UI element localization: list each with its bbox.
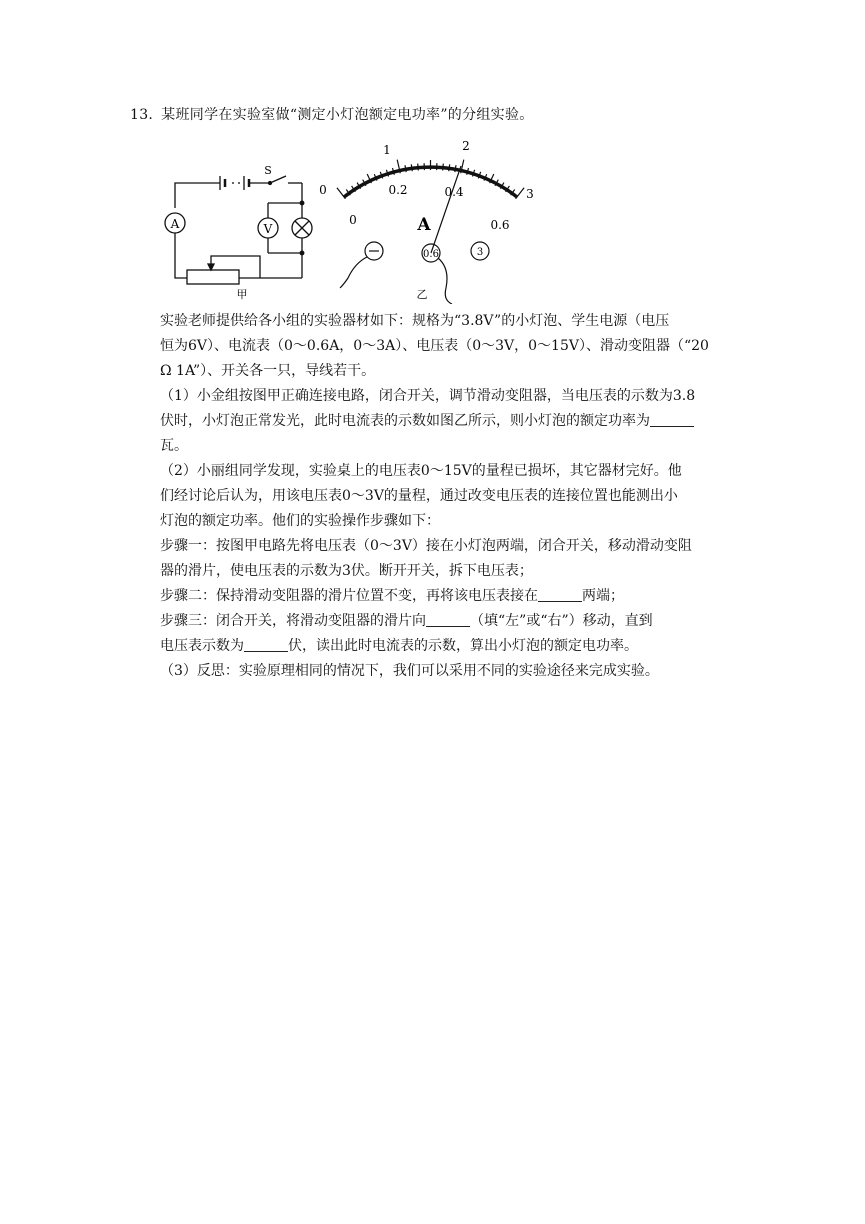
meter-dial-yi (337, 160, 524, 253)
body-line: 瓦。 (160, 438, 188, 454)
bottom-scale-0-6: 0.6 (490, 218, 510, 232)
body-text: 伏时，小灯泡正常发光，此时电流表的示数如图乙所示，则小灯泡的额定功率为 (160, 413, 650, 429)
question-number: 13. (130, 107, 154, 123)
rheostat-slider-wire (211, 256, 260, 278)
question-title: 某班同学在实验室做“测定小灯泡额定电功率”的分组实验。 (161, 107, 534, 123)
body-line: 们经讨论后认为，用该电压表0～3V的量程，通过改变电压表的连接位置也能测出小 (160, 488, 678, 504)
body-line (160, 634, 738, 659)
junction-dot (300, 201, 304, 205)
meter-pointer (431, 166, 464, 253)
meter-tick (418, 164, 419, 171)
bottom-scale-0-4: 0.4 (444, 185, 464, 199)
experiment-figure (160, 138, 580, 304)
body-text: 步骤三：闭合开关，将滑动变阻器的滑片向 (160, 613, 426, 629)
bottom-scale-0-2: 0.2 (388, 183, 408, 197)
terminal-label-0-6: 0.6 (423, 249, 439, 260)
answer-blank-4[interactable] (244, 637, 288, 652)
caption-yi: 乙 (416, 288, 428, 301)
body-line: 恒为6V）、电流表（0～0.6A，0～3A）、电压表（0～3V，0～15V）、滑动变阻器（“20 (160, 338, 709, 354)
meter-tick (449, 164, 450, 171)
meter-tick (516, 188, 525, 199)
ammeter-letter: A (170, 217, 180, 231)
answer-blank-3[interactable] (426, 612, 470, 627)
body-line (160, 609, 738, 634)
body-line: （3）反思：实验原理相同的情况下，我们可以采用不同的实验途径来完成实验。 (160, 663, 659, 679)
top-scale-1: 1 (383, 143, 391, 157)
top-scale-2: 2 (462, 139, 470, 153)
meter-scale-arc (344, 167, 517, 197)
body-line (160, 584, 738, 609)
body-line (160, 409, 738, 434)
body-line: （2）小丽组同学发现，实验桌上的电压表0～15V的量程已损坏，其它器材完好。他 (160, 463, 682, 479)
question-body (160, 309, 738, 684)
body-line: 灯泡的额定功率。他们的实验操作步骤如下： (160, 513, 440, 529)
wire-left-bottom (175, 233, 187, 278)
meter-tick (455, 165, 456, 172)
figure-svg (160, 138, 580, 304)
circuit-diagram-jia (165, 176, 312, 284)
meter-tick (411, 164, 412, 171)
body-line: （1）小金组按图甲正确连接电路，闭合开关，调节滑动变阻器，当电压表的示数为3.8 (160, 388, 696, 404)
question-header (130, 104, 534, 124)
body-line: 步骤一：按图甲电路先将电压表（0～3V）接在小灯泡两端，闭合开关，移动滑动变阻 (160, 538, 692, 554)
switch-label: S (264, 164, 272, 177)
rheostat-symbol (187, 270, 239, 284)
top-scale-0: 0 (319, 183, 327, 197)
meter-tick (337, 188, 346, 199)
wire-0-6 (438, 258, 452, 304)
body-text: 电压表示数为 (160, 638, 244, 654)
body-text: 伏，读出此时电流表的示数，算出小灯泡的额定电功率。 (288, 638, 638, 654)
switch-blade (270, 176, 286, 183)
meter-tick (405, 165, 406, 172)
answer-blank-1[interactable] (650, 412, 694, 427)
caption-jia: 甲 (236, 288, 248, 301)
meter-ticks (337, 160, 524, 199)
body-line: Ω 1A”）、开关各一只，导线若干。 (160, 363, 376, 379)
wire-minus (340, 257, 367, 288)
body-line: 实验老师提供给各小组的实验器材如下：规格为“3.8V”的小灯泡、学生电源（电压 (160, 313, 670, 329)
answer-blank-2[interactable] (538, 587, 582, 602)
terminal-label-3: 3 (476, 247, 484, 258)
meter-letter-A: A (417, 215, 431, 235)
body-text: 两端； (582, 588, 624, 604)
meter-tick (443, 164, 444, 171)
bottom-scale-0: 0 (349, 213, 357, 227)
top-scale-3: 3 (526, 187, 534, 201)
rheostat-arrow (208, 264, 214, 270)
body-line: 器的滑片，使电压表的示数为3伏。断开开关，拆下电压表； (160, 563, 533, 579)
voltmeter-letter: V (263, 222, 273, 236)
meter-terminals (340, 242, 489, 304)
wire-left-top (175, 183, 220, 208)
body-text: （填“左”或“右”）移动，直到 (470, 613, 653, 629)
junction-dot (300, 251, 304, 255)
body-text: 步骤二：保持滑动变阻器的滑片位置不变，再将该电压表接在 (160, 588, 538, 604)
